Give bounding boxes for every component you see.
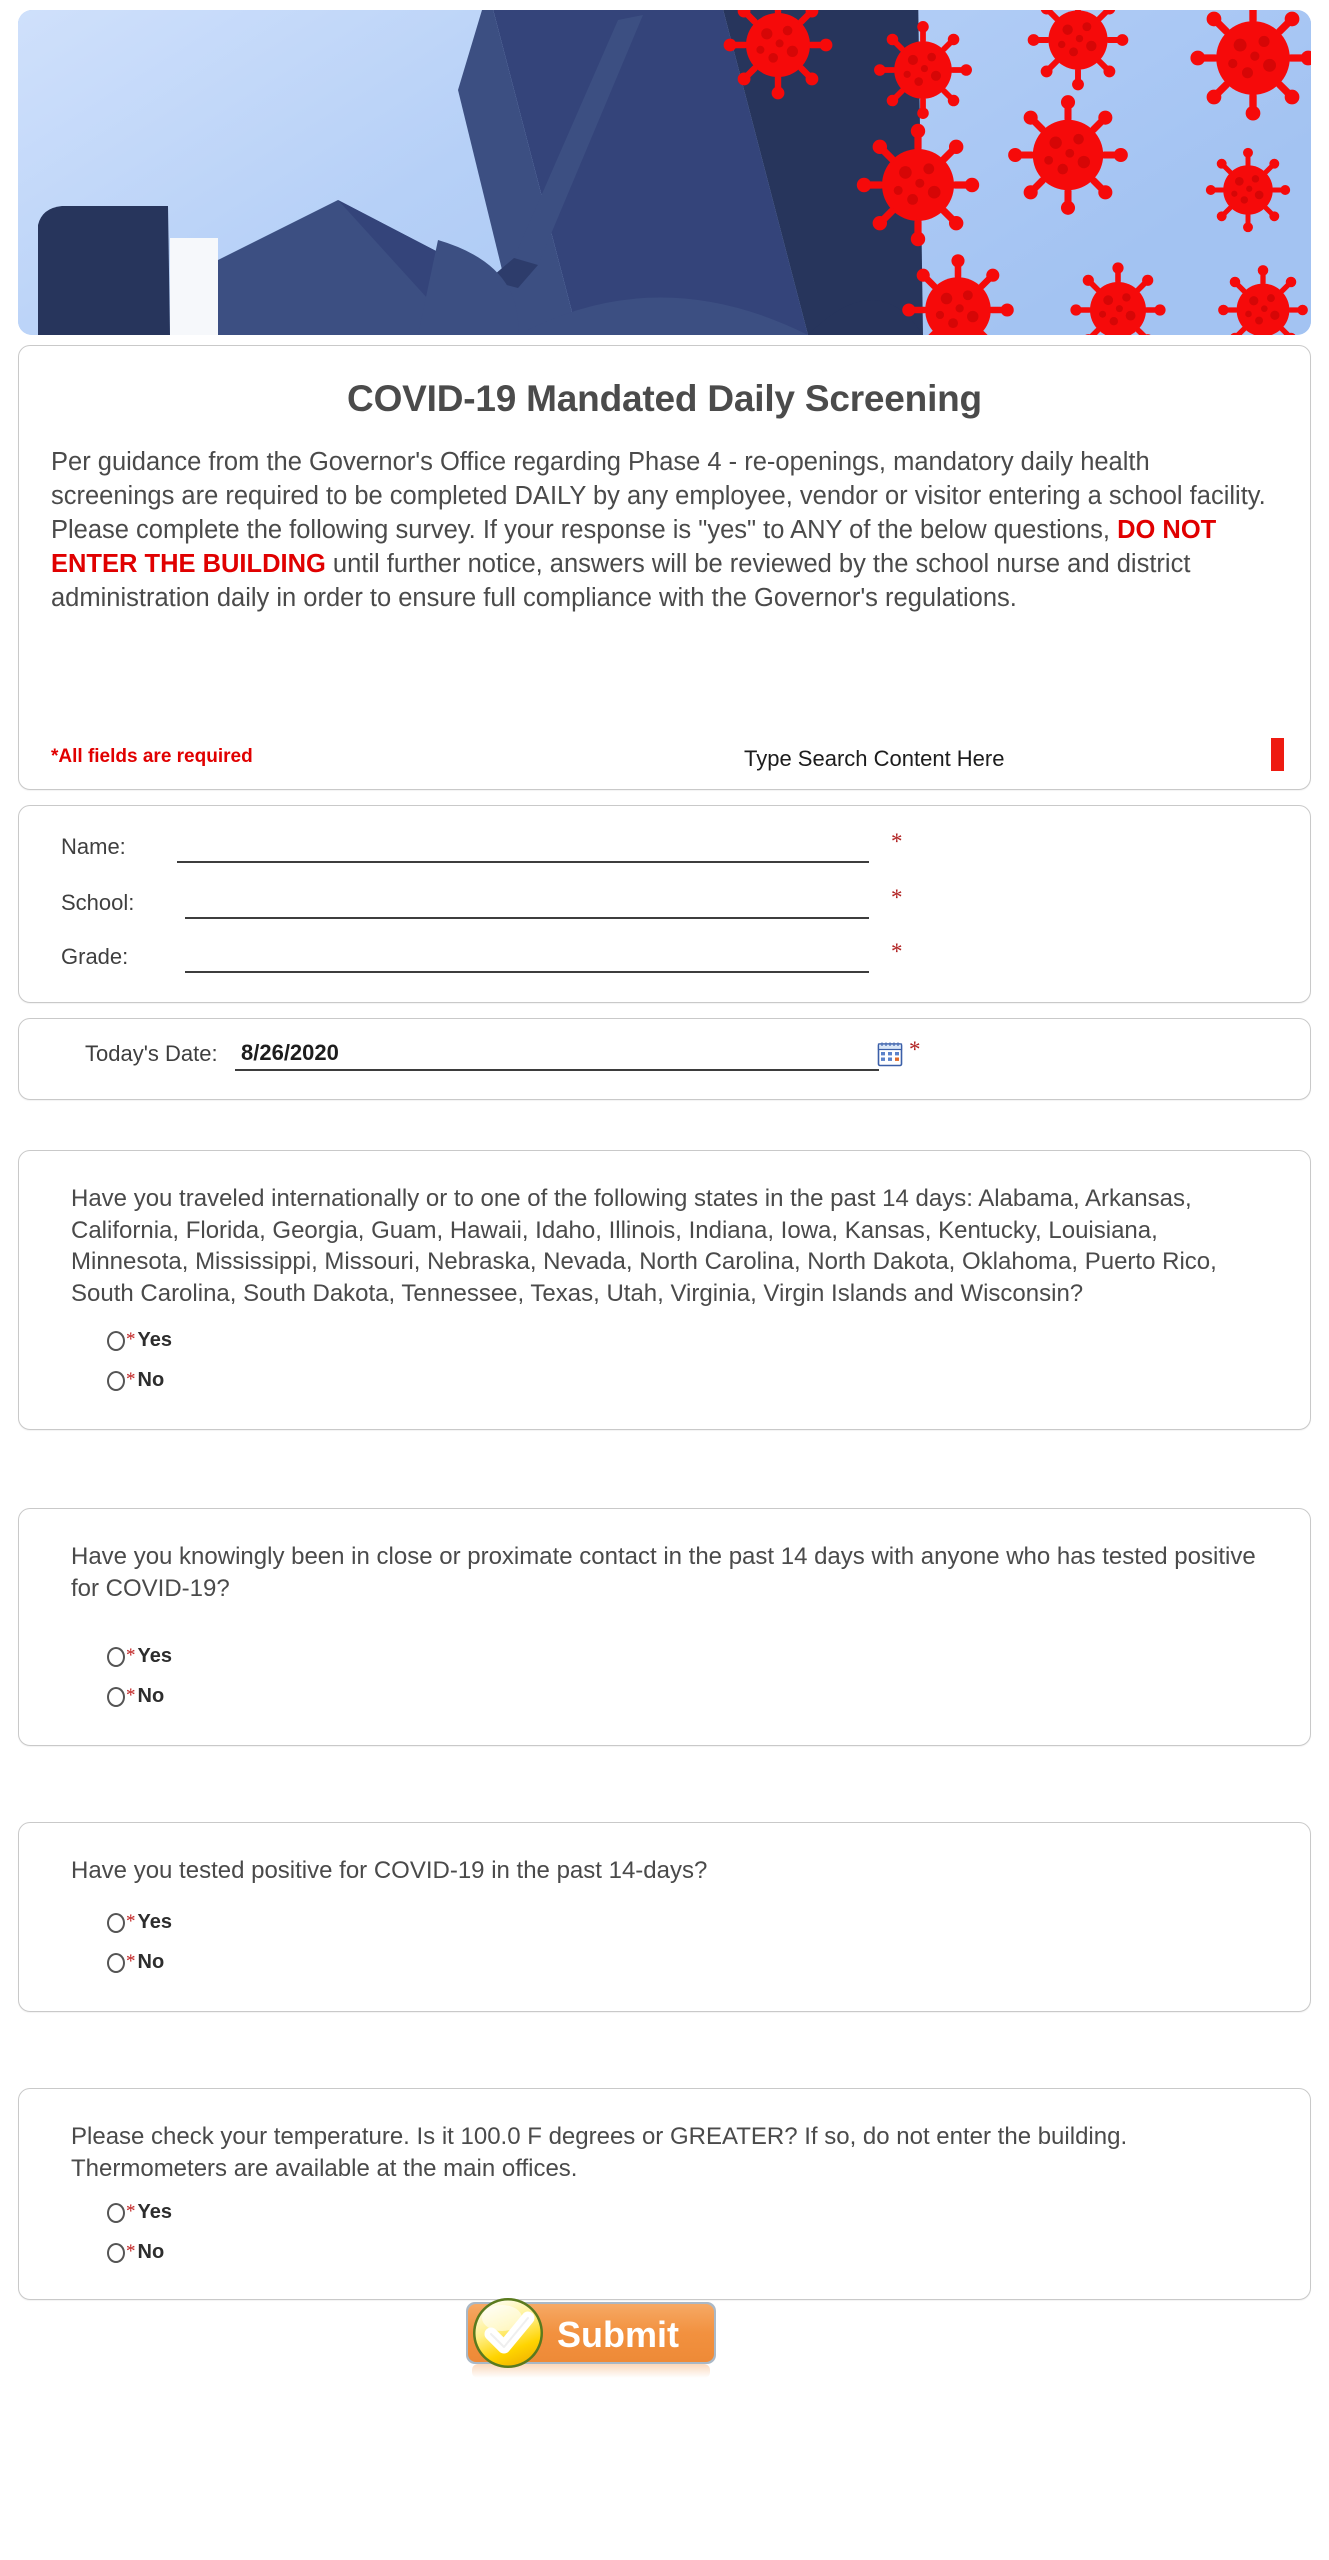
question-1-option-no[interactable] <box>107 1369 164 1392</box>
submit-button-label: Submit <box>557 2314 679 2355</box>
name-required-marker: * <box>891 829 903 854</box>
date-required-marker: * <box>909 1037 921 1062</box>
todays-date-input[interactable]: 8/26/2020 <box>241 1040 339 1065</box>
radio-icon[interactable] <box>107 1331 125 1351</box>
radio-icon[interactable] <box>107 1647 125 1667</box>
school-label: School: <box>61 890 135 915</box>
option-required-marker: * <box>126 1645 136 1666</box>
option-label: Yes <box>137 1911 172 1933</box>
option-required-marker: * <box>126 2201 136 2222</box>
identity-card <box>18 805 1311 1003</box>
radio-icon[interactable] <box>107 1953 125 1973</box>
search-input[interactable]: Type Search Content Here <box>744 746 1005 771</box>
school-required-marker: * <box>891 885 903 910</box>
school-input[interactable] <box>185 917 869 919</box>
question-3-option-no[interactable] <box>107 1951 164 1974</box>
radio-icon[interactable] <box>107 1913 125 1933</box>
option-label: Yes <box>137 2201 172 2223</box>
intro-card <box>18 345 1311 790</box>
covid-umbrella-illustration <box>18 10 1311 335</box>
question-text-3: Have you tested positive for COVID-19 in the past 14-days? <box>71 1857 708 1884</box>
option-label: Yes <box>137 1329 172 1351</box>
grade-field-row <box>19 938 1310 976</box>
name-field-row <box>19 828 1310 866</box>
required-fields-note: *All fields are required <box>51 746 253 767</box>
intro-text-part1: Per guidance from the Governor's Office regarding Phase 4 - re-openings, mandatory daily health screenings are required to be completed DAILY by any employee, vendor or visitor entering a school facility. Please complete the following survey. If your response is "yes" to ANY of the below questions, <box>51 448 1266 544</box>
question-card-2 <box>18 1508 1311 1746</box>
header-banner-image <box>18 10 1311 335</box>
radio-icon[interactable] <box>107 2243 125 2263</box>
grade-label: Grade: <box>61 944 129 969</box>
question-text-1: Have you traveled internationally or to one of the following states in the past 14 days: Alabama, Arkansas, California, Florida, Georgia, Guam, Hawaii, Idaho, Illinois, Indiana, Iowa, Kansas, Kentucky, Louisiana, Minnesota, Mississippi, Missouri, Nebraska, Nevada, North Carolina, North Dakota, Oklahoma, Puerto Rico, South Carolina, South Dakota, Tennessee, Texas, Utah, Virginia, Virgin Islands and Wisconsin? <box>71 1185 1217 1308</box>
radio-icon[interactable] <box>107 2203 125 2223</box>
option-label: Yes <box>137 1645 172 1667</box>
search-caret-indicator <box>1271 738 1284 771</box>
question-4-option-no[interactable] <box>107 2241 164 2264</box>
intro-warning-text: DO NOT ENTER THE BUILDING <box>51 515 1217 578</box>
question-card-3 <box>18 1822 1311 2012</box>
option-label: No <box>137 2241 165 2263</box>
question-card-4 <box>18 2088 1311 2300</box>
question-text-4: Please check your temperature. Is it 100.0 F degrees or GREATER? If so, do not enter the building. Thermometers are available at the main offices. <box>71 2123 1128 2182</box>
grade-input[interactable] <box>185 971 869 973</box>
question-4-option-yes[interactable] <box>107 2201 172 2224</box>
grade-required-marker: * <box>891 939 903 964</box>
option-required-marker: * <box>126 1329 136 1350</box>
option-required-marker: * <box>126 2241 136 2262</box>
name-label: Name: <box>61 834 126 859</box>
school-field-row <box>19 884 1310 922</box>
calendar-icon[interactable] <box>877 1041 903 1067</box>
radio-icon[interactable] <box>107 1687 125 1707</box>
option-required-marker: * <box>126 1951 136 1972</box>
todays-date-underline <box>235 1069 879 1071</box>
question-2-option-yes[interactable] <box>107 1645 172 1668</box>
question-3-option-yes[interactable] <box>107 1911 172 1934</box>
radio-icon[interactable] <box>107 1371 125 1391</box>
option-label: No <box>137 1369 165 1391</box>
question-card-1 <box>18 1150 1311 1430</box>
option-label: No <box>137 1685 165 1707</box>
name-input[interactable] <box>177 861 869 863</box>
todays-date-label: Today's Date: <box>85 1041 218 1066</box>
option-required-marker: * <box>126 1685 136 1706</box>
option-required-marker: * <box>126 1369 136 1390</box>
submit-button-graphic[interactable] <box>438 2288 734 2384</box>
intro-paragraph <box>51 446 1278 616</box>
option-required-marker: * <box>126 1911 136 1932</box>
date-card <box>18 1018 1311 1100</box>
option-label: No <box>137 1951 165 1973</box>
question-1-option-yes[interactable] <box>107 1329 172 1352</box>
question-2-option-no[interactable] <box>107 1685 164 1708</box>
intro-text-part2: until further notice, answers will be reviewed by the school nurse and district administration daily in order to ensure full compliance with the Governor's regulations. <box>51 549 1191 612</box>
page-title: COVID-19 Mandated Daily Screening <box>347 378 982 419</box>
question-text-2: Have you knowingly been in close or proximate contact in the past 14 days with anyone who has tested positive for COVID-19? <box>71 1543 1256 1602</box>
submit-button[interactable] <box>438 2288 734 2384</box>
